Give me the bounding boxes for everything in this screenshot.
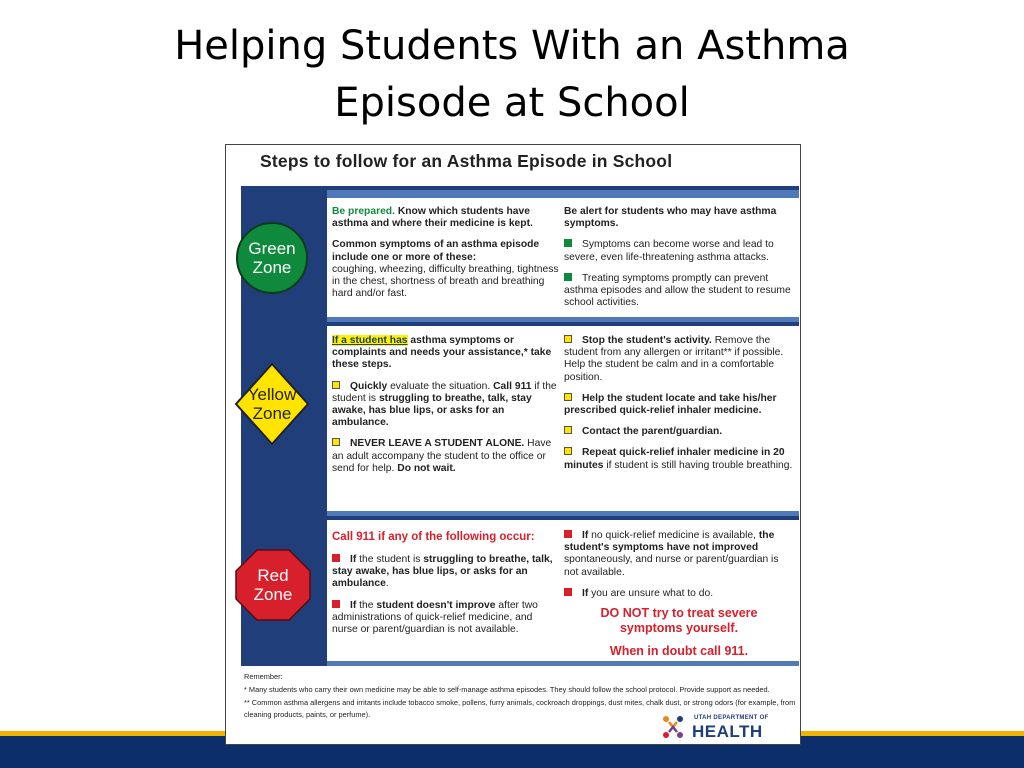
- slide-title-line1: Helping Students With an Asthma: [174, 23, 850, 69]
- yellow-bullet-icon: [332, 438, 340, 446]
- yellow-bullet-icon: [564, 426, 572, 434]
- green-zone-left: [332, 206, 560, 309]
- red-r-item2-t1: you are unsure what to do.: [588, 587, 714, 599]
- red-zone-badge: [235, 549, 311, 621]
- remember-heading: Remember:: [244, 672, 283, 681]
- yellow-badge-line2: Zone: [252, 404, 292, 423]
- slide-title-line2: Episode at School: [334, 80, 690, 126]
- red-l-item2-t1: the: [356, 599, 377, 611]
- asthma-steps-card: [225, 144, 801, 745]
- green-bullet-icon: [564, 273, 572, 281]
- red-r-item2-b1: If: [582, 587, 589, 599]
- card-title: Steps to follow for an Asthma Episode in School: [260, 151, 673, 171]
- yellow-r-item4-t: if student is still having trouble breathing.: [603, 459, 793, 471]
- yellow-bullet-icon: [564, 393, 572, 401]
- red-r-item1-b1: If: [582, 530, 589, 541]
- yellow-highlight: If a student has: [332, 335, 408, 346]
- red-r-item1-b2: the student's symptoms have not improved: [564, 530, 775, 554]
- red-doubt: When in doubt call 911.: [609, 644, 749, 659]
- red-l-item2-b1: If: [350, 599, 357, 611]
- red-badge-line1: Red: [257, 566, 289, 585]
- red-l-item1-t2: .: [385, 578, 389, 590]
- green-lead-rest: Know which students have asthma and where their medicine is kept.: [332, 206, 533, 230]
- green-zone-badge: [236, 222, 308, 294]
- yellow-badge-line1: Yellow: [247, 385, 297, 404]
- red-bullet-icon: [564, 530, 572, 538]
- yellow-l-item1-b3: struggling to breathe, talk, stay awake, has blue lips, or asks for an ambulance.: [332, 392, 532, 429]
- red-r-item1-t1: no quick-relief medicine is available,: [588, 530, 759, 541]
- red-l-item1-b2: struggling to breathe, talk, stay awake, has blue lips, or asks for an ambulance: [332, 554, 553, 590]
- yellow-bullet-icon: [564, 335, 572, 343]
- red-r-item1-t2: spontaneously, and nurse or parent/guardian is not available.: [564, 554, 779, 578]
- red-zone-panel: [327, 520, 799, 666]
- yellow-r-item2-b: Help the student locate and take his/her prescribed quick-relief inhaler medicine.: [564, 392, 777, 417]
- red-bullet-icon: [332, 554, 340, 562]
- green-bullet-icon: [564, 239, 572, 247]
- yellow-zone-badge: [234, 362, 310, 446]
- yellow-zone-panel: [327, 326, 799, 516]
- yellow-l-item1-b1: Quickly: [350, 380, 388, 392]
- green-zone-right: [564, 206, 794, 318]
- yellow-bullet-icon: [332, 381, 340, 389]
- yellow-l-item1-b2: Call 911: [493, 380, 532, 392]
- zones-frame: [241, 186, 799, 666]
- yellow-l-item2-t1: Have an adult accompany the student to the office or send for help.: [332, 438, 552, 474]
- red-zone-left: [332, 530, 560, 645]
- utah-health-logo: [658, 713, 790, 741]
- green-lead-colored: Be prepared.: [332, 206, 395, 217]
- logo-small-text: UTAH DEPARTMENT OF: [694, 715, 769, 721]
- yellow-r-item1-b: Stop the student's activity.: [582, 335, 712, 346]
- top-accent-bar: [327, 190, 799, 198]
- green-badge-line2: Zone: [252, 258, 292, 277]
- green-symptoms-list: coughing, wheezing, difficulty breathing, tightness in the chest, shortness of breath and breathing hard and/or fast.: [332, 263, 559, 300]
- yellow-zone-left: [332, 335, 560, 484]
- red-l-item1-t1: the student is: [356, 554, 424, 565]
- green-zone-panel: [327, 198, 799, 322]
- yellow-r-item3-b: Contact the parent/guardian.: [582, 426, 723, 438]
- yellow-bullet-icon: [564, 447, 572, 455]
- slide-title: [0, 18, 1024, 132]
- green-right-heading: Be alert for students who may have asthma symptoms.: [564, 206, 777, 230]
- yellow-l-item1-t2: if the student is: [332, 380, 557, 404]
- green-item2: Treating symptoms promptly can prevent asthma episodes and allow the student to resume school activities.: [564, 272, 791, 309]
- health-logo-icon: [658, 713, 688, 741]
- red-l-item2-t2: after two administrations of quick-relief medicine, and nurse or parent/guardian is not available.: [332, 599, 538, 636]
- green-item1: Symptoms can become worse and lead to severe, even life-threatening asthma attacks.: [564, 239, 774, 263]
- yellow-l-item1-t1: evaluate the situation.: [387, 380, 494, 392]
- red-bullet-icon: [564, 588, 572, 596]
- red-bullet-icon: [332, 600, 340, 608]
- green-badge-line1: Green: [248, 239, 296, 258]
- red-zone-right: [564, 530, 794, 659]
- red-l-item1-b1: If: [350, 554, 357, 565]
- red-badge-line2: Zone: [253, 585, 293, 604]
- remember-note1: * Many students who carry their own medicine may be able to self-manage asthma episodes. They should follow the school protocol. Provide support as needed.: [244, 684, 770, 694]
- yellow-l-item2-b2: Do not wait.: [397, 462, 456, 474]
- yellow-r-item1-t: Remove the student from any allergen or irritant** if possible. Help the student be calm and in a comfortable position.: [564, 335, 784, 383]
- yellow-l-item2-b1: NEVER LEAVE A STUDENT ALONE.: [350, 438, 525, 450]
- logo-big-text: HEALTH: [692, 722, 763, 741]
- yellow-zone-right: [564, 335, 794, 481]
- remember-note2: ** Common asthma allergens and irritants include tobacco smoke, pollens, furry animals, cockroach droppings, dust mites, chalk dust, or strong odors (for example, from cleaning products, paints, or perfume).: [244, 697, 796, 720]
- green-symptoms-heading: Common symptoms of an asthma episode include one or more of these:: [332, 239, 540, 263]
- red-warning: DO NOT try to treat severe symptoms yourself.: [600, 606, 758, 636]
- yellow-r-item4-b: Repeat quick-relief inhaler medicine in 20 minutes: [564, 447, 785, 471]
- yellow-intro-rest: asthma symptoms or complaints and needs your assistance,* take these steps.: [332, 335, 552, 371]
- red-l-item2-b2: student doesn't improve: [376, 599, 496, 611]
- red-left-heading: Call 911 if any of the following occur:: [332, 531, 535, 543]
